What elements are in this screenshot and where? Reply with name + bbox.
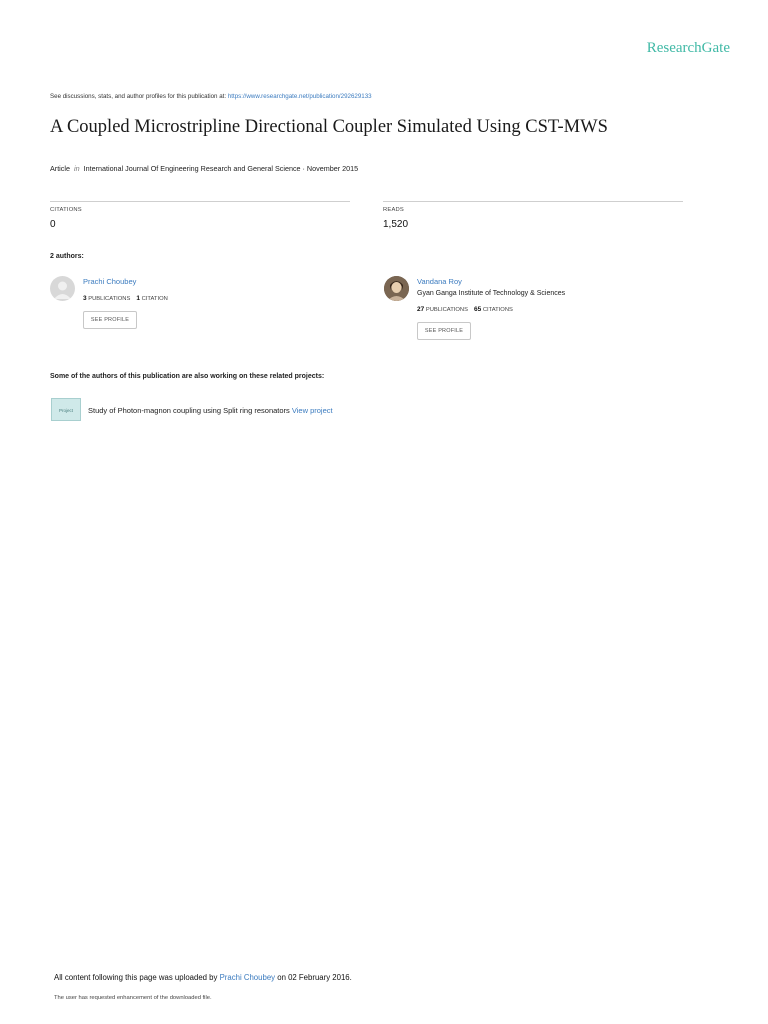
see-profile-button[interactable]: SEE PROFILE [83,311,137,329]
author-photo-icon [384,276,409,301]
project-title: Study of Photon-magnon coupling using Split ring resonators [88,406,290,415]
upload-suffix: on 02 February 2016. [275,973,352,982]
citations-count: 1 [136,295,140,302]
author-avatar-icon[interactable] [50,276,75,301]
related-projects-label: Some of the authors of this publication are also working on these related projects: [50,373,325,380]
journal-date: International Journal Of Engineering Research and General Science · November 2015 [83,164,359,173]
citations-label: CITATION [141,296,168,302]
discussion-text: See discussions, stats, and author profiles for this publication at: [50,93,228,100]
publication-type: Article [50,164,70,173]
author-name-link[interactable]: Vandana Roy [417,277,462,286]
publication-title: A Coupled Microstripline Directional Coupler Simulated Using CST-MWS [50,117,608,137]
researchgate-logo[interactable]: ResearchGate [646,40,730,56]
see-profile-button[interactable]: SEE PROFILE [417,322,471,340]
author-stats [83,295,168,302]
citations-label: CITATIONS [482,307,513,313]
reads-value: 1,520 [383,219,409,230]
in-word: in [73,164,80,173]
author-name-link[interactable]: Prachi Choubey [83,277,137,286]
project-icon: Project [51,398,81,421]
reads-divider [383,201,683,202]
citations-value: 0 [50,219,56,230]
authors-label: 2 authors: [50,253,84,260]
project-item [88,406,333,415]
citations-divider [50,201,350,202]
publications-count: 3 [83,295,87,302]
upload-prefix: All content following this page was uploaded by [54,973,220,982]
upload-info [54,973,352,982]
publication-meta [50,164,358,173]
uploader-link[interactable]: Prachi Choubey [219,973,276,982]
reads-label: READS [383,207,404,213]
citations-label: CITATIONS [50,207,82,213]
citations-count: 65 [473,306,482,313]
publications-label: PUBLICATIONS [425,307,468,313]
discussion-line [50,93,372,100]
publication-url-link[interactable]: https://www.researchgate.net/publication/292629133 [227,93,372,100]
author-avatar-icon[interactable] [384,276,409,301]
default-user-icon [50,276,75,301]
enhancement-note: The user has requested enhancement of the downloaded file. [54,995,212,1001]
author-stats [417,306,513,313]
author-affiliation: Gyan Ganga Institute of Technology & Sciences [417,290,566,297]
publications-count: 27 [417,306,425,313]
publications-label: PUBLICATIONS [88,296,131,302]
view-project-link[interactable]: View project [291,406,333,415]
